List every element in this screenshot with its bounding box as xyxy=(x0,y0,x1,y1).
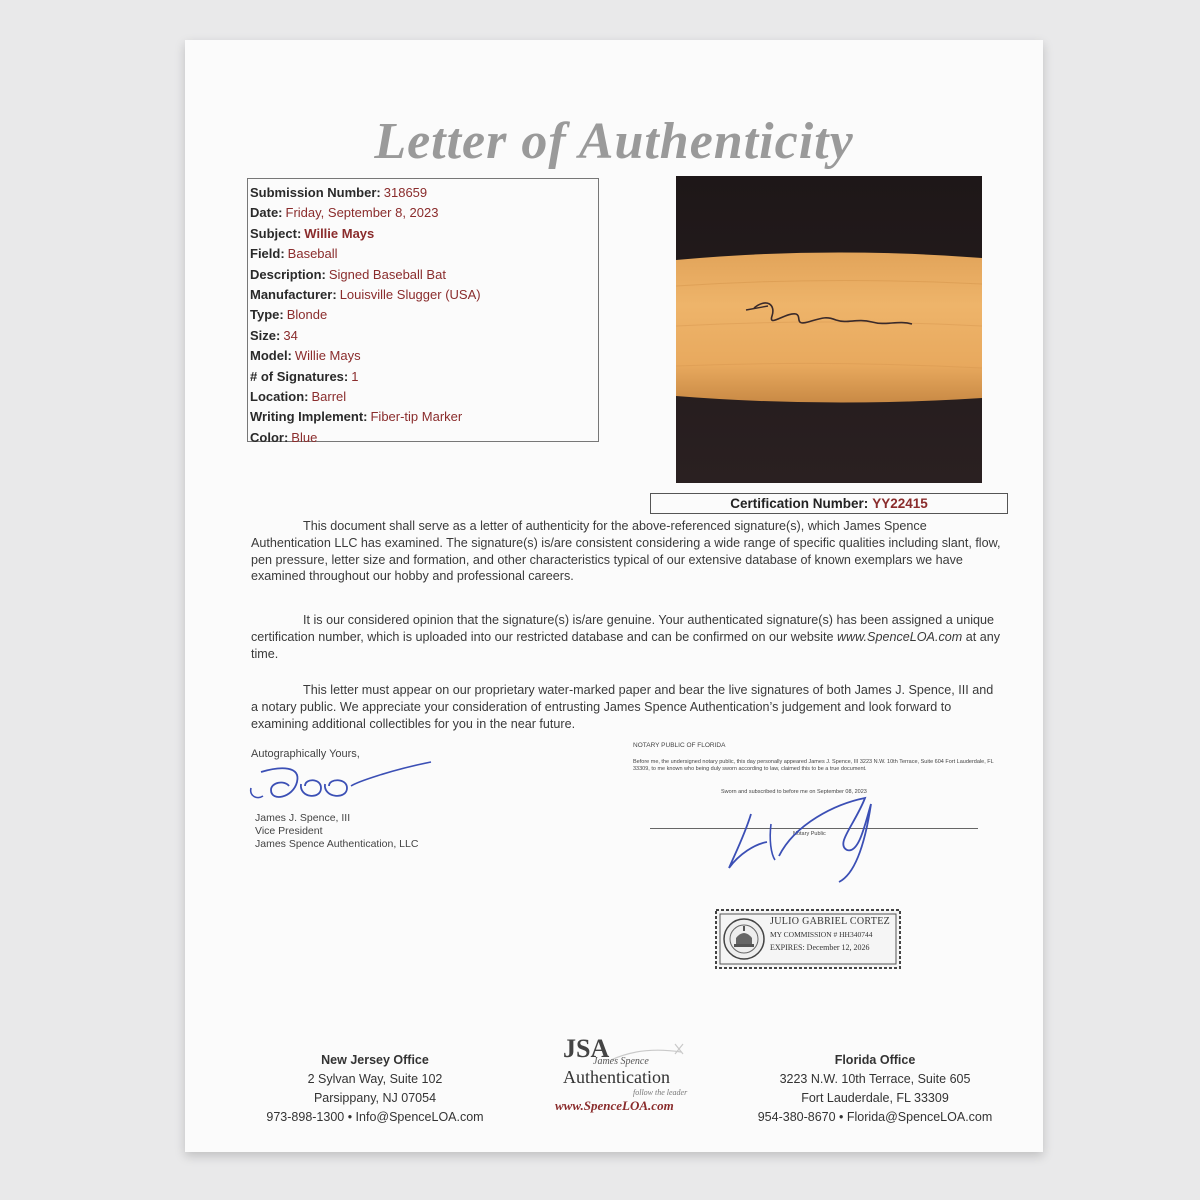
signer-company: James Spence Authentication, LLC xyxy=(255,838,419,850)
field-location: Location: Barrel xyxy=(250,388,347,404)
field-size: Size: 34 xyxy=(250,327,298,343)
field-writing-implement: Writing Implement: Fiber-tip Marker xyxy=(250,409,463,425)
notary-text: Before me, the undersigned notary public, this day personally appeared James J. Spence, III 3223 N.W. 10th Terrace, Suite 604 Fort Lauderdale, FL 33309, to me known who being duly sworn according to law, claimed this to be a true document. xyxy=(633,759,994,772)
notary-public-label: Notary Public xyxy=(793,831,826,837)
closing-text: Autographically Yours, xyxy=(251,748,360,760)
website-link[interactable]: www.SpenceLOA.com xyxy=(836,629,963,644)
field-color: Color: Blue xyxy=(250,429,318,445)
logo-james: James Spence xyxy=(593,1056,649,1067)
stamp-expiration: EXPIRES: December 12, 2026 xyxy=(770,943,870,952)
page-title: Letter of Authenticity xyxy=(374,113,854,170)
field-description: Description: Signed Baseball Bat xyxy=(250,266,446,282)
paragraph-2: It is our considered opinion that the signature(s) is/are genuine. Your authenticated signature(s) has been assigned a unique certification number, which is uploaded into our restricted database and can be confirmed on our website www.SpenceLOA.com at any time. xyxy=(251,613,1001,661)
paragraph-1: This document shall serve as a letter of authenticity for the above-referenced signature(s), which James Spence Authentication LLC has examined. The signature(s) is/are consistent considering a wide range of specific qualities including slant, flow, pen pressure, letter size and formation, and other characteristics typical of our extensive database of known exemplars we have examined throughout our hobby and professional careers. xyxy=(251,519,1001,584)
stamp-name: JULIO GABRIEL CORTEZ xyxy=(770,916,891,927)
details-box xyxy=(247,178,599,445)
notary-signature xyxy=(715,784,915,894)
letter-page xyxy=(185,40,1043,1152)
field-model: Model: Willie Mays xyxy=(250,348,361,364)
field-field: Field: Baseball xyxy=(250,246,338,262)
logo-mark: JSA xyxy=(563,1034,610,1063)
field-submission-number: Submission Number: 318659 xyxy=(250,185,428,200)
field-date: Date: Friday, September 8, 2023 xyxy=(250,205,439,221)
new-jersey-office: New Jersey Office 2 Sylvan Way, Suite 102 Parsippany, NJ 07054 973-898-1300 • Info@SpenceLOA.com xyxy=(266,1053,484,1124)
logo-url: www.SpenceLOA.com xyxy=(555,1098,674,1113)
certification-box: Certification Number: YY22415 xyxy=(650,493,1008,514)
field-signature-count: # of Signatures: 1 xyxy=(250,368,359,384)
field-manufacturer: Manufacturer: Louisville Slugger (USA) xyxy=(250,286,481,302)
signer-name: James J. Spence, III xyxy=(255,812,351,824)
logo-tagline: follow the leader xyxy=(633,1088,688,1097)
field-subject: Subject: Willie Mays xyxy=(250,225,375,241)
sworn-text: Sworn and subscribed to before me on September 08, 2023 xyxy=(721,789,867,795)
certification-number: YY22415 xyxy=(872,496,928,511)
bat-photo xyxy=(676,176,982,483)
field-type: Type: Blonde xyxy=(250,307,328,323)
notary-heading: NOTARY PUBLIC OF FLORIDA xyxy=(633,742,726,749)
logo-wordmark: Authentication xyxy=(563,1067,670,1087)
stamp-commission: MY COMMISSION # HH340744 xyxy=(770,930,873,939)
notary-stamp xyxy=(714,908,902,970)
signer-title: Vice President xyxy=(255,825,323,837)
jsa-logo xyxy=(541,1032,701,1128)
signer-block xyxy=(255,812,418,851)
spence-signature xyxy=(241,752,441,816)
florida-office: Florida Office 3223 N.W. 10th Terrace, Suite 605 Fort Lauderdale, FL 33309 954-380-8670 • Florida@SpenceLOA.com xyxy=(757,1053,993,1124)
paragraph-3: This letter must appear on our proprietary water-marked paper and bear the live signatures of both James J. Spence, III and a notary public. We appreciate your consideration of entrusting James Spence Authentication’s judgement and look forward to examining additional collectibles for you in the near future. xyxy=(251,683,994,731)
